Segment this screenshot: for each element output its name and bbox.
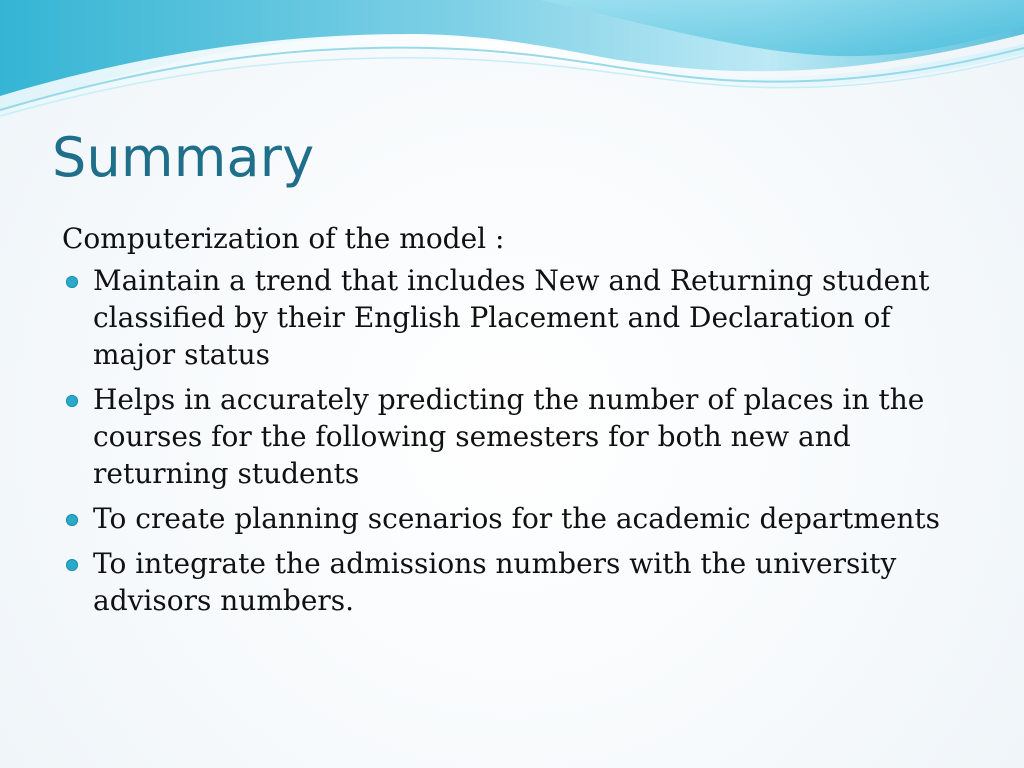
bullet-text-1: Maintain a trend that includes New and Returning student classified by their English Placement and Declaration of major status [93,264,930,371]
bullet-dot-icon [66,514,78,526]
bullet-dot-icon [66,276,78,288]
slide-content [62,220,982,627]
bullet-text-3: To create planning scenarios for the academic departments [93,502,941,535]
bullet-item-3 [62,500,982,537]
bullet-item-1 [62,262,982,373]
bullet-dot-icon [66,395,78,407]
bullet-text-2: Helps in accurately predicting the number of places in the courses for the following semesters for both new and returning students [93,383,925,490]
bullet-text-4: To integrate the admissions numbers with the university advisors numbers. [93,547,897,617]
bullet-dot-icon [66,559,78,571]
intro-text: Computerization of the model : [62,222,505,255]
slide-title: Summary [52,126,315,189]
bullet-item-4 [62,545,982,619]
bullet-item-2 [62,381,982,492]
top-wave-decoration [0,0,1024,140]
bullet-list [62,262,982,619]
